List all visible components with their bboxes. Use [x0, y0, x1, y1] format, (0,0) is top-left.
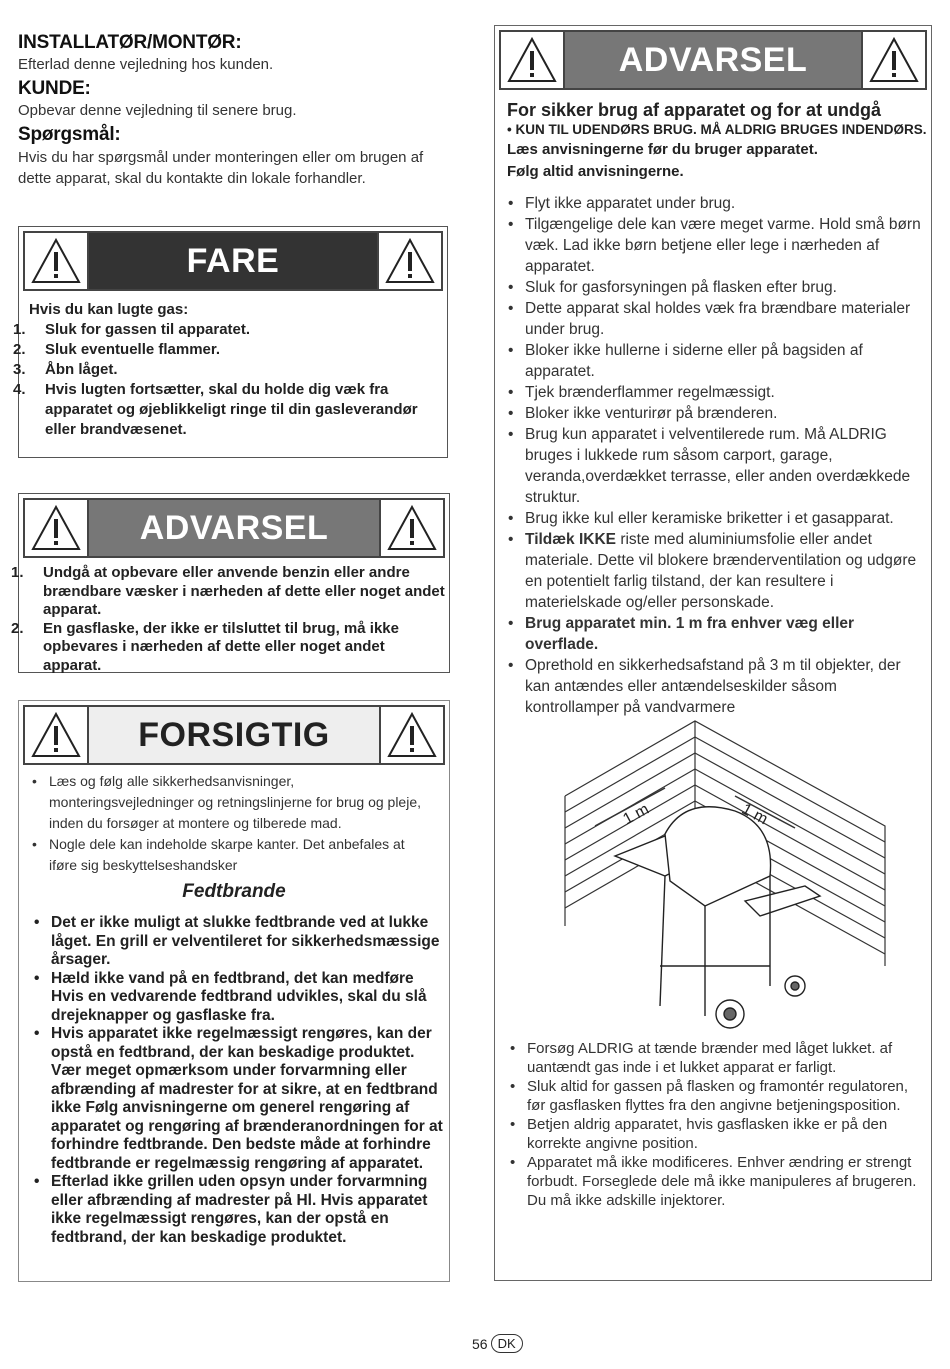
warning-box-left [11, 493, 450, 674]
list-item: • Bloker ikke hullerne i siderne eller på bagsiden af apparatet. [505, 340, 929, 382]
questions-text: Hvis du har spørgsmål under monteringen eller om brugen af dette apparat, skal du kontakte din lokale forhandler. [18, 149, 424, 187]
list-item: • Apparatet må ikke modificeres. Enhver ændring er strengt forbudt. Forseglede dele må ikke manipuleres af brugeren. Du må ikke adskille injektorer. [507, 1153, 923, 1210]
read-instructions-line: Læs anvisningerne før du bruger apparatet. [507, 141, 818, 158]
list-item: 2. En gasflaske, der ikke er tilsluttet til brug, må ikke opbevares i nærheden af dette eller noget andet apparat. [11, 619, 399, 674]
grill-clearance-diagram [555, 716, 895, 1036]
danger-box [13, 226, 448, 458]
page-number: 56 [472, 1335, 488, 1352]
danger-label: FARE [87, 233, 379, 289]
installer-heading: INSTALLATØR/MONTØR: [18, 32, 242, 53]
list-item: • Sluk for gasforsyningen på flasken efter brug. [505, 277, 929, 298]
caution-banner [23, 705, 445, 765]
warning-triangle-icon [25, 500, 87, 556]
danger-banner [23, 231, 443, 291]
caution-label: FORSIGTIG [87, 707, 381, 763]
list-item: • Læs og følg alle sikkerhedsanvisninger, monteringsvejledninger og retningslinjerne for brug og pleje, inden du forsøger at montere og tilberede mad. [29, 771, 424, 834]
list-item: • Flyt ikke apparatet under brug. [505, 193, 929, 214]
customer-heading: KUNDE: [18, 78, 91, 99]
warning-label: ADVARSEL [87, 500, 381, 556]
list-item: • Nogle dele kan indeholde skarpe kanter. Det anbefales at iføre sig beskyttelseshandsker [29, 834, 424, 876]
list-item: • Efterlad ikke grillen uden opsyn under forvarmning eller afbrænding af madrester på Hl. Hvis apparatet ikke regelmæssigt rengøres, kan der opstå en fedtbrand, der kan beskadige produktet. [31, 1173, 443, 1247]
list-item: 1. Undgå at opbevare eller anvende benzin eller andre brændbare væsker i nærheden af dette eller noget andet apparat. [11, 564, 445, 618]
list-item: • Brug ikke kul eller keramiske briketter i et gasapparat. [505, 508, 929, 529]
list-item: 3. Åbn låget. [13, 361, 118, 378]
warning-box-right [494, 25, 932, 1281]
list-item: • Sluk altid for gassen på flasken og framontér regulatoren, før gasflasken flyttes fra den angivne betjeningsposition. [507, 1077, 923, 1115]
list-item: • Tjek brænderflammer regelmæssigt. [505, 382, 929, 403]
warning-banner [499, 30, 927, 90]
danger-intro: Hvis du kan lugte gas: [29, 301, 189, 318]
caution-list [29, 771, 424, 876]
outdoor-only-line: • KUN TIL UDENDØRS BRUG. MÅ ALDRIG BRUGES INDENDØRS. [507, 122, 927, 137]
warning-triangle-icon [501, 32, 563, 88]
clearance-label-left: 1 m [620, 800, 652, 829]
list-item: • Bloker ikke venturirør på brænderen. [505, 403, 929, 424]
warning-list [11, 564, 447, 675]
installer-text: Efterlad denne vejledning hos kunden. [18, 56, 274, 73]
list-item: • Hvis apparatet ikke regelmæssigt rengøres, kan der opstå en fedtbrand, der kan beskadige produktet. Vær meget opmærksom under forvarmning eller afbrænding af madrester for at sikre, at en fedtbrand ikke Følg anvisningerne om generel rengøring af apparatet og rengøring af brænderanordningen for at forhindre fedtbrande. Den bedste måde at forhindre fedtbrande er regelmæssig rengøring af apparatet. [31, 1025, 443, 1173]
list-item: 4. Hvis lugten fortsætter, skal du holde dig væk fra apparatet og øjeblikkeligt ringe til din gasleverandør eller brandvæsenet. [13, 381, 418, 438]
warning-triangle-icon [863, 32, 925, 88]
page-footer [472, 1334, 523, 1353]
operation-list [507, 1039, 923, 1210]
safety-heading: For sikker brug af apparatet og for at undgå [507, 100, 882, 120]
warning-triangle-icon [381, 500, 443, 556]
list-item: • Brug kun apparatet i velventilerede rum. Må ALDRIG bruges i lukkede rum såsom carport, garage, veranda,overdækket terrasse, eller anden overdækkede struktur. [505, 424, 929, 508]
language-badge: DK [491, 1334, 523, 1353]
warning-triangle-icon [379, 233, 441, 289]
list-item: • Betjen aldrig apparatet, hvis gasflasken ikke er på den korrekte angivne position. [507, 1115, 923, 1153]
follow-instructions-line: Følg altid anvisningerne. [507, 163, 684, 180]
warning-triangle-icon [25, 707, 87, 763]
clearance-label-right: 1 m [738, 800, 771, 829]
list-item: • Oprethold en sikkerhedsafstand på 3 m til objekter, der kan antændes eller antændelseskilder såsom kontrollamper på vandvarmere [505, 655, 929, 718]
list-item: • Brug apparatet min. 1 m fra enhver væg eller overflade. [505, 613, 929, 655]
warning-banner [23, 498, 445, 558]
danger-list [13, 320, 434, 440]
fat-fire-subheading: Fedtbrande [182, 881, 286, 902]
list-item: 2. Sluk eventuelle flammer. [13, 341, 221, 358]
list-item: • Det er ikke muligt at slukke fedtbrande ved at lukke låget. En grill er velventileret for sikkerhedsmæssige årsager. [31, 914, 443, 970]
warning-label: ADVARSEL [563, 32, 863, 88]
customer-text: Opbevar denne vejledning til senere brug. [18, 102, 297, 119]
list-item: • Forsøg ALDRIG at tænde brænder med låget lukket. af uantændt gas inde i et lukket apparat er farligt. [507, 1039, 923, 1077]
warning-triangle-icon [25, 233, 87, 289]
list-item: • Tildæk IKKE riste med aluminiumsfolie eller andet materiale. Dette vil blokere brænderventilation og udgøre en potentielt farlig tilstand, der kan resultere i materielskade og/eller personskade. [505, 529, 929, 613]
questions-heading: Spørgsmål: [18, 124, 121, 145]
list-item: • Hæld ikke vand på en fedtbrand, det kan medføre Hvis en vedvarende fedtbrand udvikles, skal du slå drejeknapper og gasflaske fra. [31, 970, 443, 1026]
fat-fire-list [31, 914, 443, 1247]
caution-box [18, 700, 450, 1282]
list-item: • Tilgængelige dele kan være meget varme. Hold små børn væk. Lad ikke børn betjene eller lege i nærheden af apparatet. [505, 214, 929, 277]
list-item: • Dette apparat skal holdes væk fra brændbare materialer under brug. [505, 298, 929, 340]
warning-triangle-icon [381, 707, 443, 763]
safety-list [505, 193, 929, 718]
list-item: 1. Sluk for gassen til apparatet. [13, 321, 251, 338]
